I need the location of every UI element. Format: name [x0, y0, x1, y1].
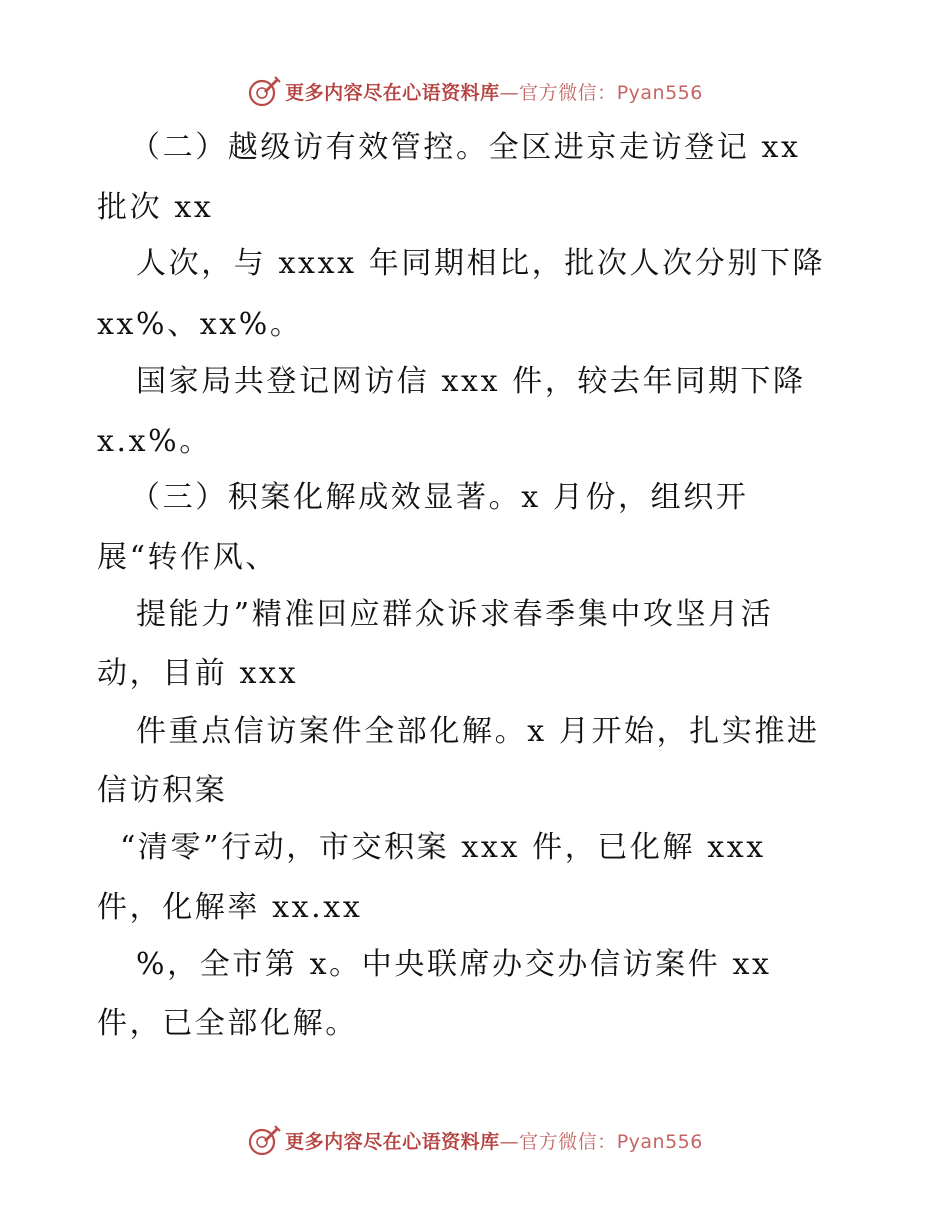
paragraph-line: 信访积案: [97, 773, 228, 808]
paragraph-line: xx%、xx%。: [97, 307, 303, 342]
banner-text: [285, 1127, 703, 1154]
banner-separator: —: [499, 1130, 520, 1153]
paragraph-line: “清零”行动，市交积案 xxx 件，已化解 xxx: [120, 830, 766, 865]
paragraph-line: 展“转作风、: [97, 540, 278, 575]
paragraph-line: %，全市第 x。中央联席办交办信访案件 xx: [136, 947, 772, 982]
paragraph-line: 动，目前 xxx: [97, 656, 299, 691]
paragraph-line: （三）积案化解成效显著。x 月份，组织开: [130, 480, 749, 515]
paragraph-line: 批次 xx: [97, 190, 214, 225]
paragraph-line: x.x%。: [97, 424, 212, 459]
paragraph-line: 提能力”精准回应群众诉求春季集中攻坚月活: [136, 597, 774, 632]
banner-separator: —: [499, 81, 520, 104]
paragraph-line: 件重点信访案件全部化解。x 月开始，扎实推进: [136, 714, 820, 749]
paragraph-line: （二）越级访有效管控。全区进京走访登记 xx: [130, 130, 801, 165]
banner-lead: 更多内容尽在心语资料库: [285, 1130, 500, 1153]
banner-wechat-label: 官方微信：: [519, 81, 617, 104]
footer-watermark-banner: [0, 1120, 950, 1160]
paragraph-line: 人次，与 xxxx 年同期相比，批次人次分别下降: [136, 246, 826, 281]
banner-lead: 更多内容尽在心语资料库: [285, 81, 500, 104]
banner-wechat-id: Pyan556: [616, 81, 703, 104]
pen-nib-logo-icon: [247, 1123, 281, 1157]
banner-wechat-label: 官方微信：: [519, 1130, 617, 1153]
paragraph-line: 国家局共登记网访信 xxx 件，较去年同期下降: [136, 364, 806, 399]
paragraph-line: 件，已全部化解。: [97, 1006, 358, 1041]
banner-wechat-id: Pyan556: [616, 1130, 703, 1153]
paragraph-line: 件，化解率 xx.xx: [97, 890, 363, 925]
